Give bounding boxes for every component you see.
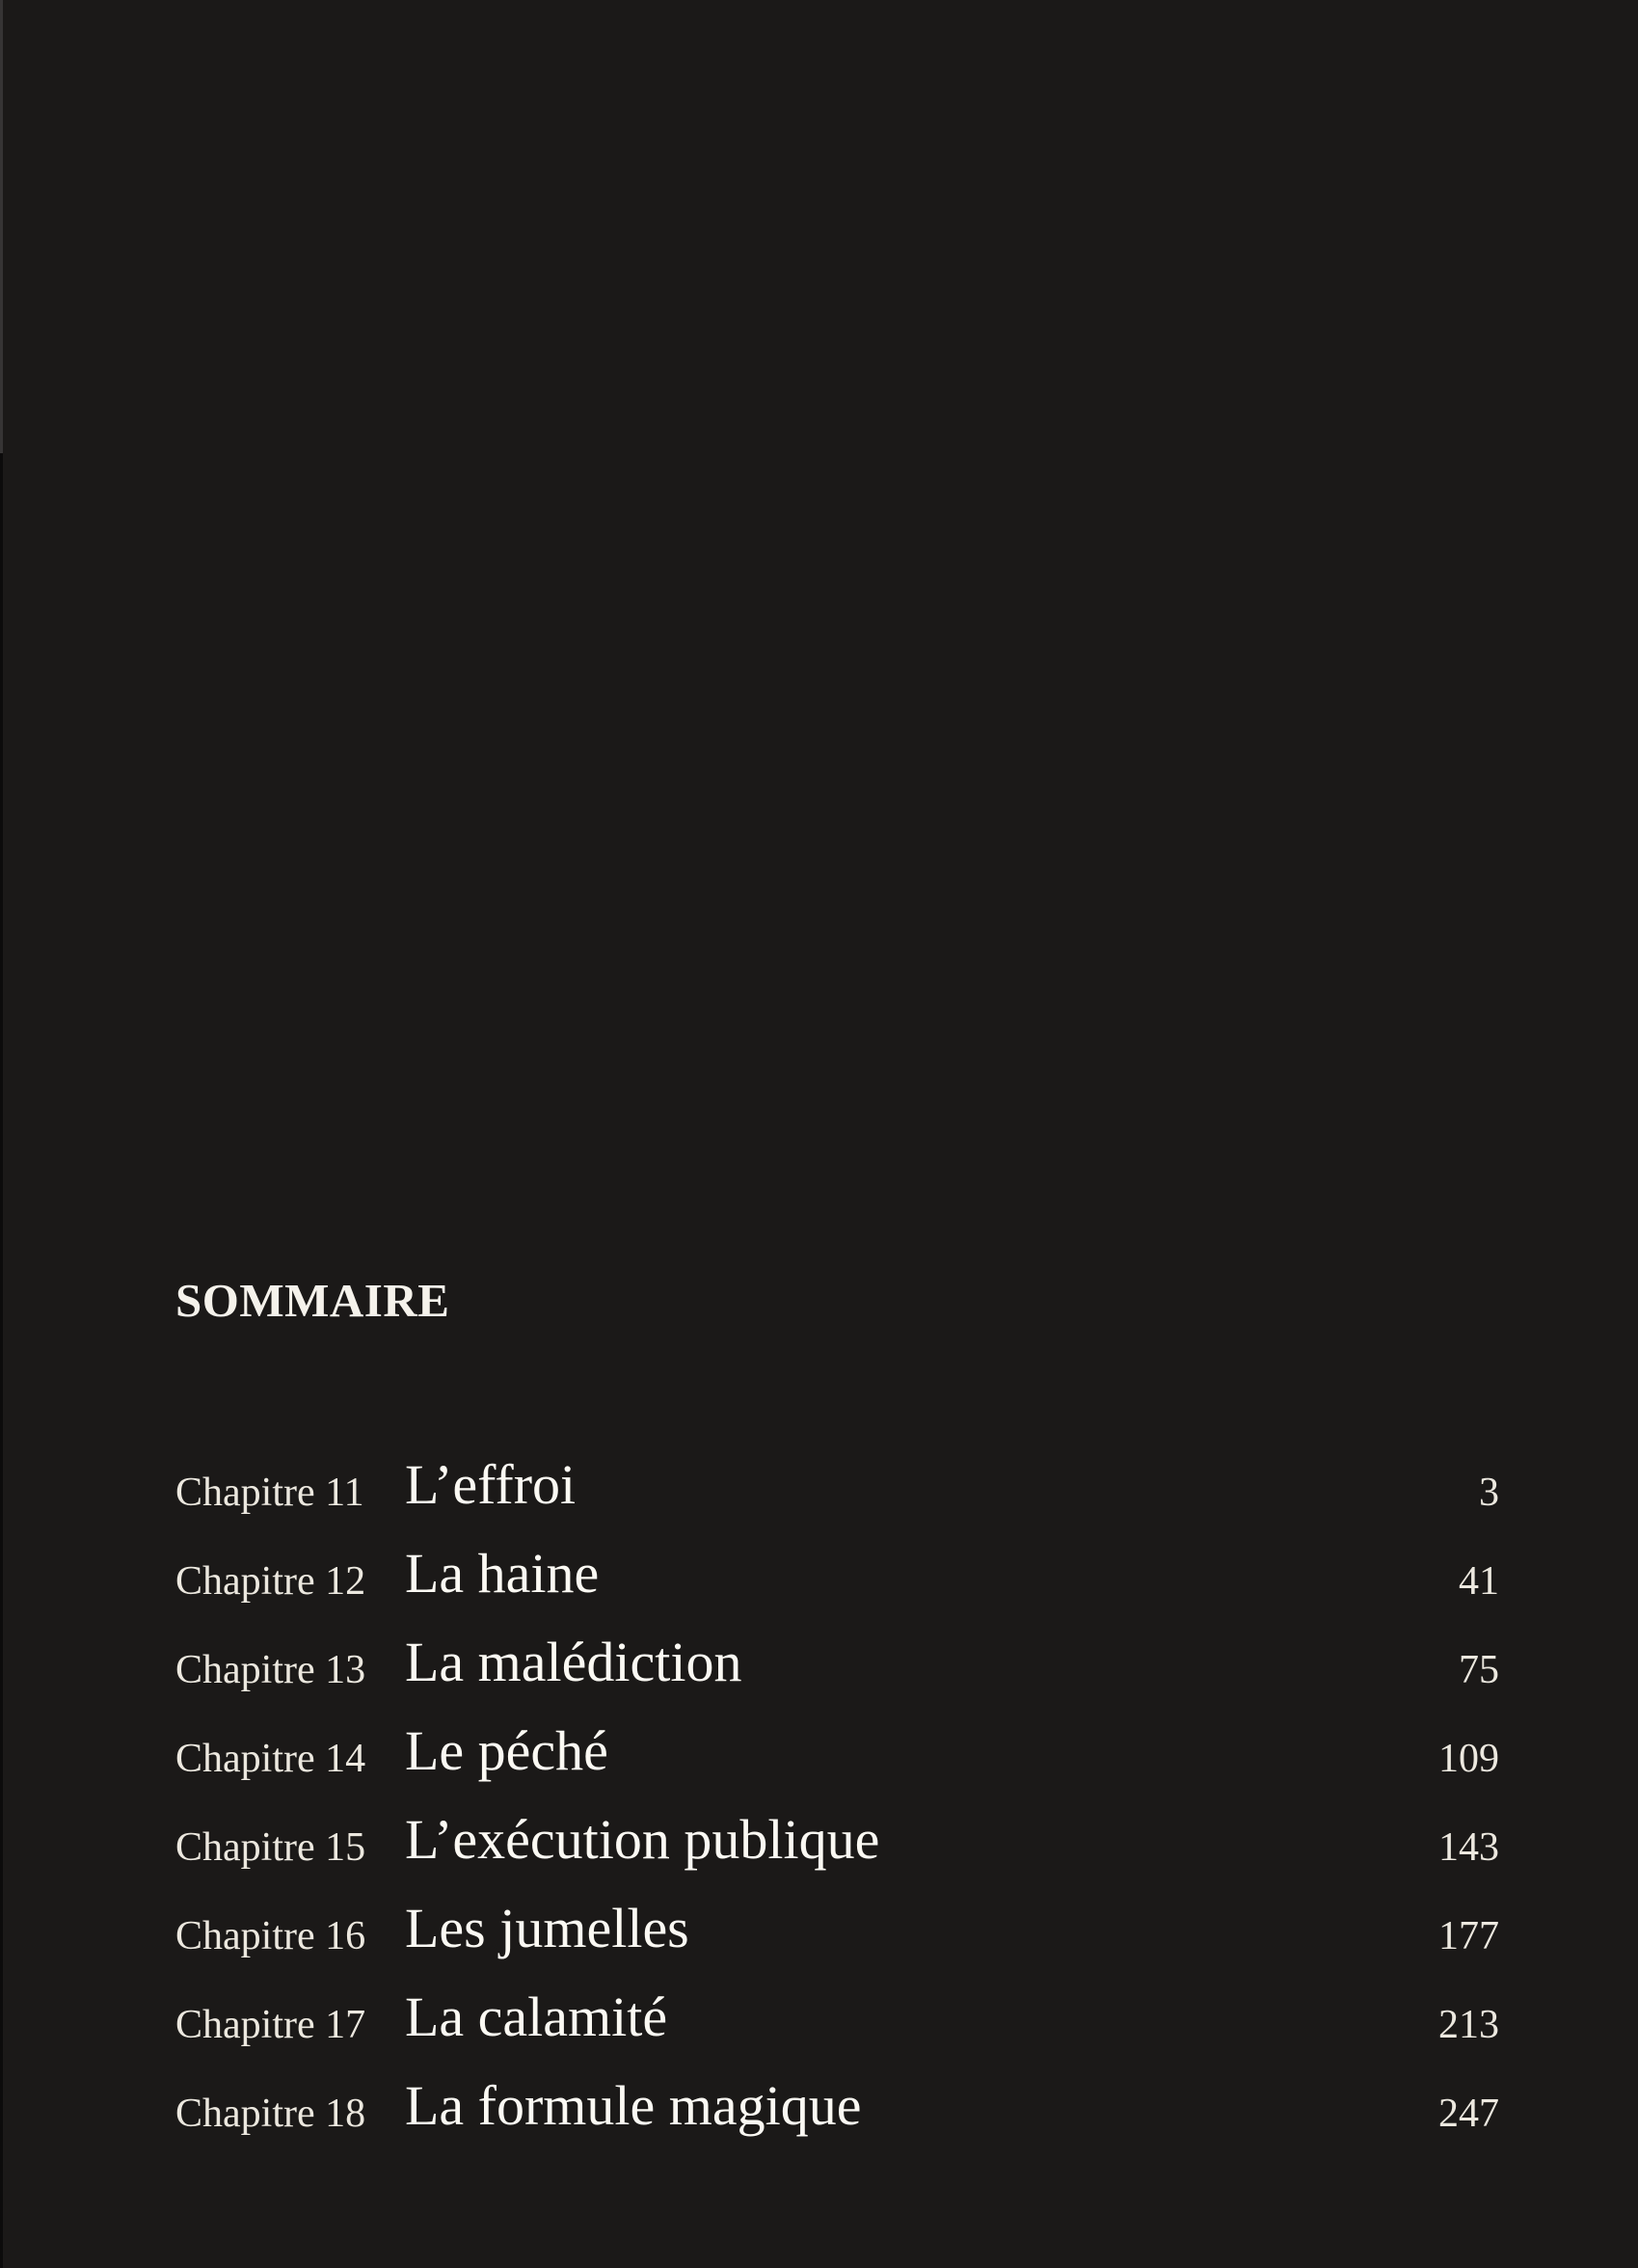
chapter-number: Chapitre 14 (175, 1737, 366, 1781)
chapter-number: Chapitre 16 (175, 1914, 366, 1958)
toc-entry[interactable] (175, 2072, 1499, 2161)
page-number: 143 (1438, 1825, 1499, 1870)
page-number: 41 (1459, 1559, 1499, 1604)
chapter-number: Chapitre 17 (175, 2003, 366, 2047)
chapter-number: Chapitre 18 (175, 2092, 366, 2136)
page-number: 109 (1438, 1737, 1499, 1781)
toc-entry[interactable] (175, 1717, 1499, 1806)
toc-entry[interactable] (175, 1540, 1499, 1629)
chapter-title: Les jumelles (405, 1897, 689, 1959)
chapter-title: L’effroi (405, 1453, 577, 1516)
toc-entry[interactable] (175, 1806, 1499, 1895)
page-number: 247 (1438, 2092, 1499, 2136)
toc-entry[interactable] (175, 1984, 1499, 2072)
chapter-number: Chapitre 12 (175, 1559, 366, 1604)
page-number: 3 (1479, 1471, 1499, 1515)
chapter-number: Chapitre 11 (175, 1471, 364, 1515)
chapter-title: La haine (405, 1542, 600, 1605)
toc-entry[interactable] (175, 1451, 1499, 1540)
chapter-number: Chapitre 13 (175, 1648, 366, 1692)
page-number: 177 (1438, 1914, 1499, 1958)
toc-list (175, 1451, 1499, 2161)
chapter-title: Le péché (405, 1719, 608, 1782)
chapter-title: La calamité (405, 1985, 668, 2048)
toc-entry[interactable] (175, 1629, 1499, 1717)
page-edge-mark (0, 0, 3, 453)
chapter-title: L’exécution publique (405, 1808, 880, 1871)
chapter-title: La malédiction (405, 1631, 742, 1693)
chapter-title: La formule magique (405, 2074, 862, 2137)
chapter-number: Chapitre 15 (175, 1825, 366, 1870)
page-number: 75 (1459, 1648, 1499, 1692)
page-left-edge (0, 0, 3, 2268)
toc-entry[interactable] (175, 1895, 1499, 1984)
page-title: SOMMAIRE (175, 1273, 450, 1327)
page-number: 213 (1438, 2003, 1499, 2047)
